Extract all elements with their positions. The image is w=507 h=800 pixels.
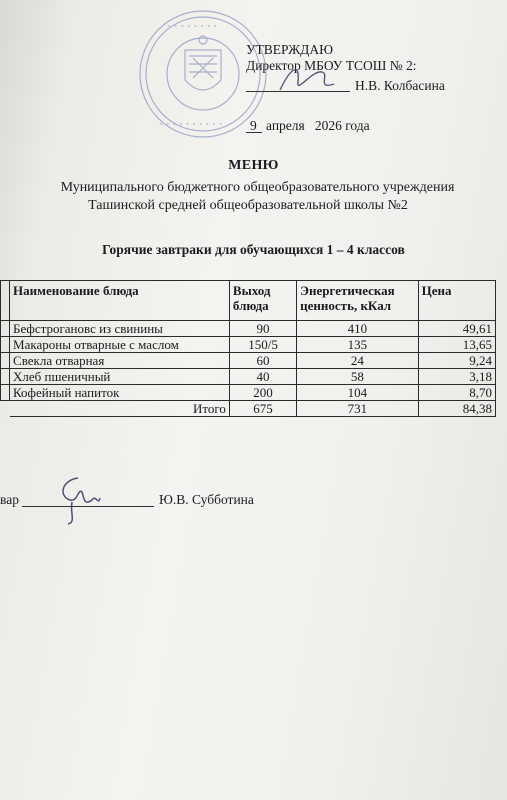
dish-energy: 24: [297, 353, 418, 369]
table-row: [1, 369, 496, 385]
table-index-header: [1, 281, 10, 321]
dish-price: 3,18: [418, 369, 495, 385]
table-row: [1, 337, 496, 353]
dish-energy: 410: [297, 321, 418, 337]
row-index-cell: [1, 385, 10, 401]
institution-line-1: Муниципального бюджетного общеобразовательного учреждения: [60, 180, 455, 195]
approval-position: Директор МБОУ ТСОШ № 2:: [246, 58, 417, 73]
dish-yield: 60: [229, 353, 296, 369]
row-index-cell: [1, 353, 10, 369]
row-index-cell: [1, 369, 10, 385]
row-index-cell: [1, 321, 10, 337]
dish-price: 8,70: [418, 385, 495, 401]
menu-subtitle: Горячие завтраки для обучающихся 1 – 4 классов: [102, 242, 405, 257]
dish-price: 9,24: [418, 353, 495, 369]
dish-energy: 135: [297, 337, 418, 353]
director-signature: [272, 60, 342, 100]
svg-text:∙ ∙ ∙ ∙ ∙ ∙ ∙ ∙: ∙ ∙ ∙ ∙ ∙ ∙ ∙ ∙: [167, 22, 218, 30]
dish-yield: 90: [229, 321, 296, 337]
column-header-yield: Выход блюда: [229, 281, 296, 321]
approval-name: Н.В. Колбасина: [355, 78, 445, 93]
dish-name: Кофейный напиток: [10, 385, 230, 401]
dish-name: Хлеб пшеничный: [10, 369, 230, 385]
approval-date: апреля 2026 года: [266, 118, 370, 133]
menu-table: [0, 280, 496, 417]
institution-line-2: Ташинской средней общеобразовательной школы №2: [88, 198, 408, 213]
dish-energy: 104: [297, 385, 418, 401]
svg-text:∙ ∙ ∙ ∙ ∙ ∙ ∙ ∙ ∙ ∙: ∙ ∙ ∙ ∙ ∙ ∙ ∙ ∙ ∙ ∙: [159, 120, 223, 128]
dish-yield: 200: [229, 385, 296, 401]
table-row: [1, 321, 496, 337]
approval-day: 9: [250, 118, 257, 133]
total-energy: 731: [297, 401, 418, 417]
approval-day-line: [246, 132, 262, 133]
total-label: Итого: [10, 401, 230, 417]
column-header-price: Цена: [418, 281, 495, 321]
signer-name: Ю.В. Субботина: [159, 492, 254, 507]
dish-energy: 58: [297, 369, 418, 385]
dish-price: 49,61: [418, 321, 495, 337]
dish-price: 13,65: [418, 337, 495, 353]
table-row: [1, 353, 496, 369]
approval-title: УТВЕРЖДАЮ: [246, 42, 334, 57]
column-header-name: Наименование блюда: [10, 281, 230, 321]
table-header-row: [1, 281, 496, 321]
table-total-row: [1, 401, 496, 417]
column-header-energy: Энергетическая ценность, кКал: [297, 281, 418, 321]
row-index-cell: [1, 401, 10, 417]
signer-role: вар: [0, 492, 19, 507]
dish-yield: 150/5: [229, 337, 296, 353]
row-index-cell: [1, 337, 10, 353]
total-price: 84,38: [418, 401, 495, 417]
menu-title: МЕНЮ: [228, 158, 279, 173]
dish-name: Свекла отварная: [10, 353, 230, 369]
table-row: [1, 385, 496, 401]
total-yield: 675: [229, 401, 296, 417]
dish-name: Бефстрогановс из свинины: [10, 321, 230, 337]
cook-signature: [48, 470, 118, 526]
dish-yield: 40: [229, 369, 296, 385]
dish-name: Макароны отварные с маслом: [10, 337, 230, 353]
